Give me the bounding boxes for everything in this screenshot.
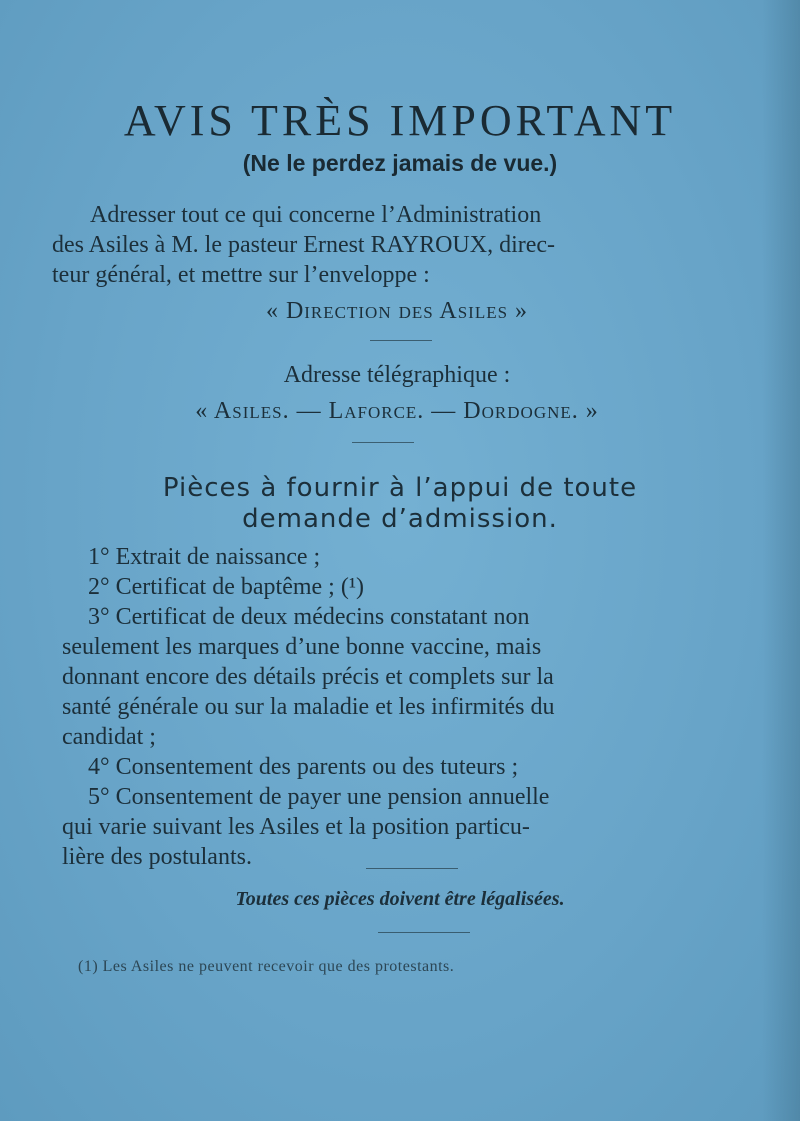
intro-paragraph (52, 200, 732, 290)
requirements-list (62, 542, 742, 872)
divider-1 (370, 340, 432, 341)
telegraphic-address: « Asiles. — Laforce. — Dordogne. » (195, 398, 599, 424)
envelope-address: « Direction des Asiles » (265, 298, 529, 324)
list-item: qui varie suivant les Asiles et la position particu- (62, 814, 530, 840)
list-item: 1° Extrait de naissance ; (88, 544, 321, 570)
list-item: 5° Consentement de payer une pension annuelle (88, 784, 550, 810)
list-item: donnant encore des détails précis et complets sur la (62, 664, 554, 690)
list-item: 3° Certificat de deux médecins constatant non (88, 604, 530, 630)
footnote: (1) Les Asiles ne peuvent recevoir que des protestants. (78, 958, 455, 975)
list-item: santé générale ou sur la maladie et les infirmités du (62, 694, 555, 720)
list-item: 4° Consentement des parents ou des tuteurs ; (88, 754, 519, 780)
pieces-heading-line-2: demande d’admission. (242, 504, 558, 534)
divider-4 (378, 932, 470, 933)
intro-line-3: teur général, et mettre sur l’enveloppe : (52, 262, 430, 288)
intro-line-2: des Asiles à M. le pasteur Ernest RAYROUX, direc- (52, 232, 556, 258)
list-item: lière des postulants. (62, 844, 252, 870)
divider-2 (352, 442, 414, 443)
divider-3 (366, 868, 458, 869)
list-item: seulement les marques d’une bonne vaccine, mais (62, 634, 542, 660)
intro-line-1: Adresser tout ce qui concerne l’Administration (90, 202, 542, 228)
notice-subtitle: (Ne le perdez jamais de vue.) (242, 150, 558, 176)
list-item: 2° Certificat de baptême ; (¹) (88, 574, 365, 600)
telegraphic-label: Adresse télégraphique : (283, 362, 511, 388)
notice-title: AVIS TRÈS IMPORTANT (123, 96, 677, 145)
pieces-heading-line-1: Pièces à fournir à l’appui de toute (162, 473, 638, 503)
legalization-note: Toutes ces pièces doivent être légalisées. (235, 888, 565, 910)
list-item: candidat ; (62, 724, 156, 750)
